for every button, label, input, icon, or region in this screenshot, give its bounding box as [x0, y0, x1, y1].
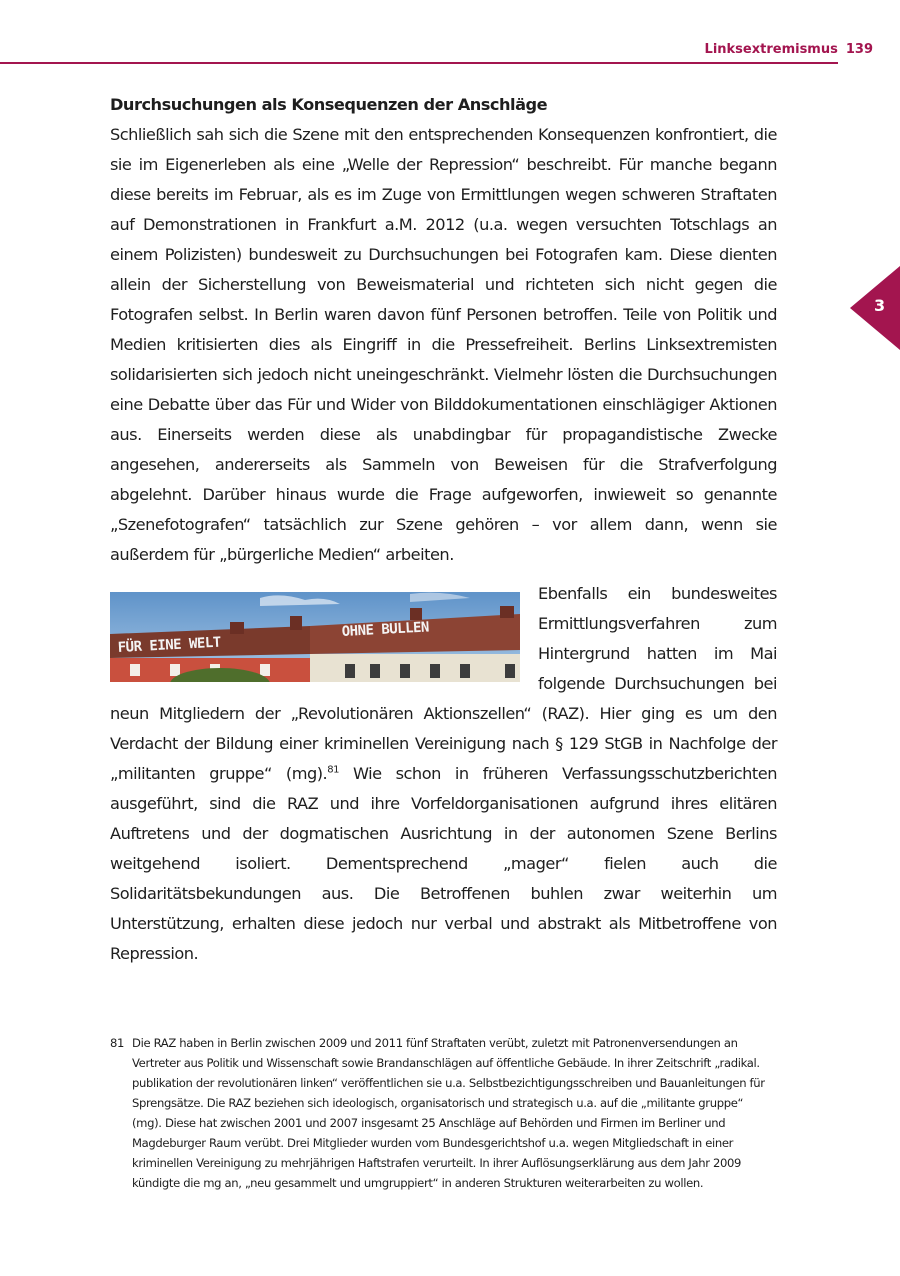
footnote-reference[interactable]: 81	[327, 764, 339, 776]
roof-graffiti-right: OHNE BULLEN	[341, 619, 430, 640]
section-title: Linksextremismus	[704, 42, 838, 57]
paragraph-2-text-after-note: Wie schon in früheren Verfassungsschutzberichten ausgeführt, sind die RAZ und ihre Vorfeldorganisationen aufgrund ihres elitären Auftretens und der dogmatischen Ausrichtung in der autonomen Szene Berlins weitgehend isoliert. Dementsprechend „mager“ fielen auch die Solidaritätsbekundungen aus. Die Betroffenen buhlen zwar weiterhin um Unterstützung, erhalten diese jedoch nur verbal und abstrakt als Mitbetroffene von Repression.	[110, 764, 777, 963]
footnote-text: Die RAZ haben in Berlin zwischen 2009 und 2011 fünf Straftaten verübt, zuletzt mit Patronenversendungen an Vertreter aus Politik und Wissenschaft sowie Brandanschlägen auf öffentliche Gebäude. In ihrer Zeitschrift „radikal. publikation der revolutionären linken“ veröffentlichen sie u.a. Selbstbezichtigungsschreiben und Bauanleitungen für Sprengsätze. Die RAZ beziehen sich ideologisch, organisatorisch und strategisch u.a. auf die „militante gruppe“ (mg). Diese hat zwischen 2001 und 2007 insgesamt 25 Anschläge auf Behörden und Firmen im Berliner und Magdeburger Raum verübt. Drei Mitglieder wurden vom Bundesgerichtshof u.a. wegen Mitgliedschaft in einer kriminellen Vereinigung zu mehrjährigen Haftstrafen verurteilt. In ihrer Auflösungserklärung aus dem Jahr 2009 kündigte die mg an, „neu gesammelt und umgruppiert“ in anderen Strukturen weiterarbeiten zu wollen.	[132, 1036, 765, 1190]
paragraph-1-text: Schließlich sah sich die Szene mit den entsprechenden Konsequenzen konfrontiert, die sie im Eigenerleben als eine „Welle der Repression“ beschreibt. Für manche begann diese bereits im Februar, als es im Zuge von Ermittlungen wegen schweren Straftaten auf Demonstrationen in Frankfurt a.M. 2012 (u.a. wegen versuchten Totschlags an einem Polizisten) bundesweit zu Durchsuchungen bei Fotografen kam. Diese dienten allein der Sicherstellung von Beweismaterial und richteten sich nicht gegen die Fotografen selbst. In Berlin waren davon fünf Personen betroffen. Teile von Politik und Medien kritisierten dies als Eingriff in die Pressefreiheit. Berlins Linksextremisten solidarisierten sich jedoch nicht uneingeschränkt. Vielmehr lösten die Durchsuchungen eine Debatte über das Für und Wider von Bilddokumentationen einschlägiger Aktionen aus. Einerseits werden diese als unabdingbar für propagandistische Zwecke angesehen, andererseits als Sammeln von Beweisen für die Strafverfolgung abgelehnt. Darüber hinaus wurde die Frage aufgeworfen, inwieweit so genannte „Szenefotografen“ tatsächlich zur Szene gehören – vor allem dann, wenn sie außerdem für „bürgerliche Medien“ arbeiten.	[110, 125, 777, 564]
paragraph-1	[110, 120, 777, 570]
graffiti-photo	[110, 592, 520, 682]
header-rule	[0, 62, 838, 64]
paragraph-2-text-before-note: Ebenfalls ein bundesweites Ermittlungsverfahren zum Hintergrund hatten im Mai folgende Durchsuchungen bei neun Mitgliedern der „Revolutionären Aktionszellen“ (RAZ). Hier ging es um den Verdacht der Bildung einer kriminellen Vereinigung nach § 129 StGB in Nachfolge der „militanten gruppe“ (mg).	[110, 584, 777, 783]
section-heading: Durchsuchungen als Konsequenzen der Anschläge	[110, 95, 548, 114]
chapter-number: 3	[874, 296, 886, 315]
main-content	[110, 90, 777, 969]
rooftop-photo-image	[110, 592, 520, 682]
footnote-number: 81	[110, 1036, 125, 1050]
page-number: 139	[845, 42, 873, 57]
paragraph-2	[110, 579, 777, 969]
footnote-block	[110, 1033, 770, 1193]
roof-graffiti-left: FÜR EINE WELT	[117, 634, 222, 656]
running-header	[705, 42, 873, 57]
